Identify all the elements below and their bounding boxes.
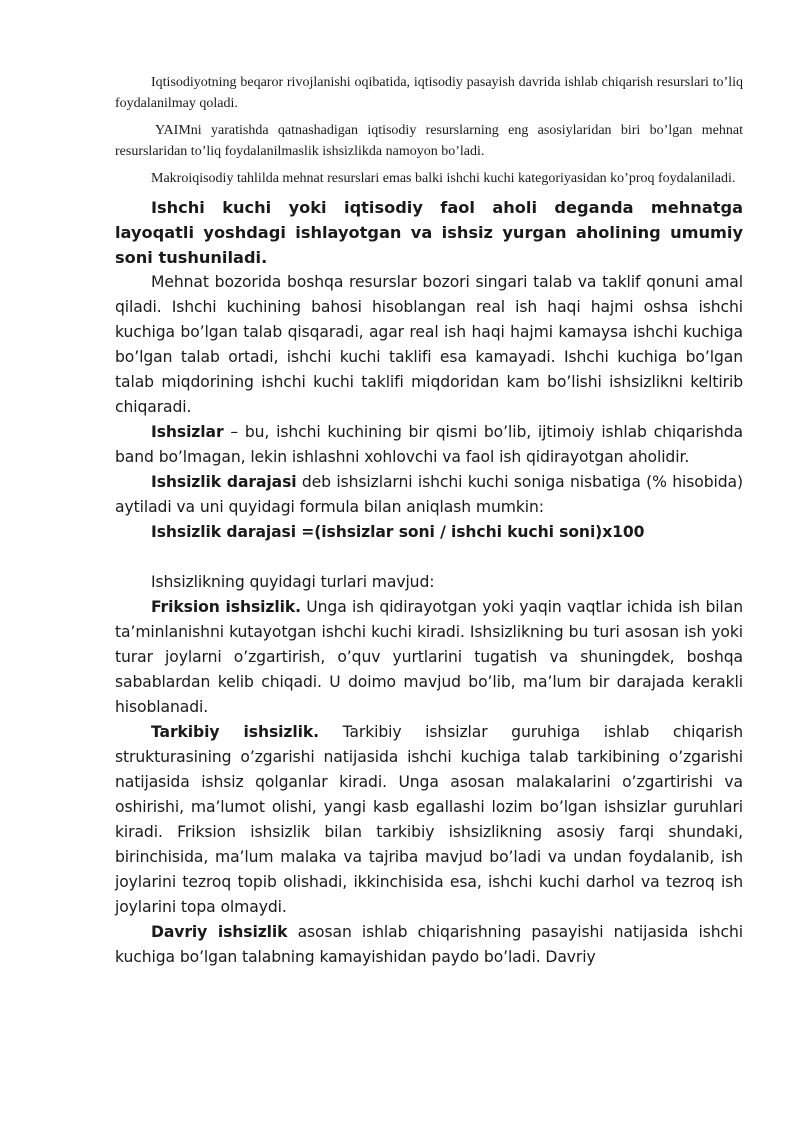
- structural-paragraph: [115, 720, 743, 920]
- unemployed-definition: [115, 420, 743, 470]
- structural-text: Tarkibiy ishsizlar guruhiga ishlab chiqarish strukturasining o’zgarishi natijasida ishchi kuchiga talab tarkibining o’zgarishi natijasida ishsiz qolganlar kiradi. Unga asosan malakalarini o’zgartirishi va oshirishi, ma’lumot olishi, yangi kasb egallashi lozim bo’lgan ishsizlar guruhlari kiradi. Friksion ishsizlik bilan tarkibiy ishsizlikning asosiy farqi shundaki, birinchisida, ma’lum malaka va tajriba mavjud bo’ladi va undan foydalanib, ish joylarini tezroq topib olishadi, ikkinchisida esa, ishchi kuchi darhol va tezroq ish joylarini topa olmaydi.: [115, 723, 743, 916]
- frictional-term: Friksion ishsizlik.: [151, 598, 301, 616]
- unemployed-term: Ishsizlar: [151, 423, 224, 441]
- types-intro: [115, 570, 743, 595]
- intro-paragraph-3: [115, 168, 743, 189]
- unemployment-rate-formula: [115, 520, 743, 545]
- intro-paragraph-1: [115, 72, 743, 114]
- unemployment-rate-term: Ishsizlik darajasi: [151, 473, 297, 491]
- unemployment-rate-text: deb ishsizlarni ishchi kuchi soniga nisbatiga (% hisobida) aytiladi va uni quyidagi formula bilan aniqlash mumkin:: [115, 473, 743, 516]
- intro-text-3: Makroiqisodiy tahlilda mehnat resurslari emas balki ishchi kuchi kategoriyasidan ko’proq foydalaniladi.: [151, 171, 736, 186]
- labor-market-text: Mehnat bozorida boshqa resurslar bozori singari talab va taklif qonuni amal qiladi. Ishchi kuchining bahosi hisoblangan real ish haqi hajmi oshsa ishchi kuchiga bo’lgan talab qisqaradi, agar real ish haqi hajmi kamaysa ishchi kuchiga bo’lgan talab ortadi, ishchi kuchi taklifi esa kamayadi. Ishchi kuchiga bo’lgan talab miqdorining ishchi kuchi taklifi miqdoridan kam bo’lishi ishsizlikni keltirib chiqaradi.: [115, 273, 743, 416]
- cyclical-text: asosan ishlab chiqarishning pasayishi natijasida ishchi kuchiga bo’lgan talabning kamayishidan paydo bo’ladi. Davriy: [115, 923, 743, 966]
- frictional-paragraph: [115, 595, 743, 720]
- labor-force-definition-text: Ishchi kuchi yoki iqtisodiy faol aholi deganda mehnatga layoqatli yoshdagi ishlayotgan va ishsiz yurgan aholining umumiy soni tushuniladi.: [115, 198, 743, 267]
- labor-force-definition: [115, 195, 743, 270]
- frictional-text: Unga ish qidirayotgan yoki yaqin vaqtlar ichida ish bilan ta’minlanishni kutayotgan ishchi kuchi kiradi. Ishsizlikning bu turi asosan ish yoki turar joylarni o’zgartirish, o’quv yurtlarini tugatish va shuningdek, boshqa sabablardan kelib chiqadi. U doimo mavjud bo’lib, ma’lum bir darajada kerakli hisoblanadi.: [115, 598, 743, 716]
- labor-market-paragraph: [115, 270, 743, 420]
- formula-text: Ishsizlik darajasi =(ishsizlar soni / ishchi kuchi soni)x100: [151, 523, 645, 541]
- intro-text-1: Iqtisodiyotning beqaror rivojlanishi oqibatida, iqtisodiy pasayish davrida ishlab chiqarish resurslari to’liq foydalanilmay qoladi.: [115, 75, 743, 111]
- types-intro-text: Ishsizlikning quyidagi turlari mavjud:: [151, 573, 435, 591]
- unemployed-text: – bu, ishchi kuchining bir qismi bo’lib, ijtimoiy ishlab chiqarishda band bo’lmagan, lekin ishlashni xohlovchi va faol ish qidirayotgan aholidir.: [115, 423, 743, 466]
- document-page: [115, 72, 743, 970]
- intro-paragraph-2: [115, 120, 743, 162]
- cyclical-paragraph: [115, 920, 743, 970]
- unemployment-rate-definition: [115, 470, 743, 520]
- structural-term: Tarkibiy ishsizlik.: [151, 723, 319, 741]
- intro-text-2: YAIMni yaratishda qatnashadigan iqtisodiy resurslarning eng asosiylaridan biri bo’lgan mehnat resurslaridan to’liq foydalanilmaslik ishsizlikda namoyon bo’ladi.: [115, 123, 743, 159]
- cyclical-term: Davriy ishsizlik: [151, 923, 288, 941]
